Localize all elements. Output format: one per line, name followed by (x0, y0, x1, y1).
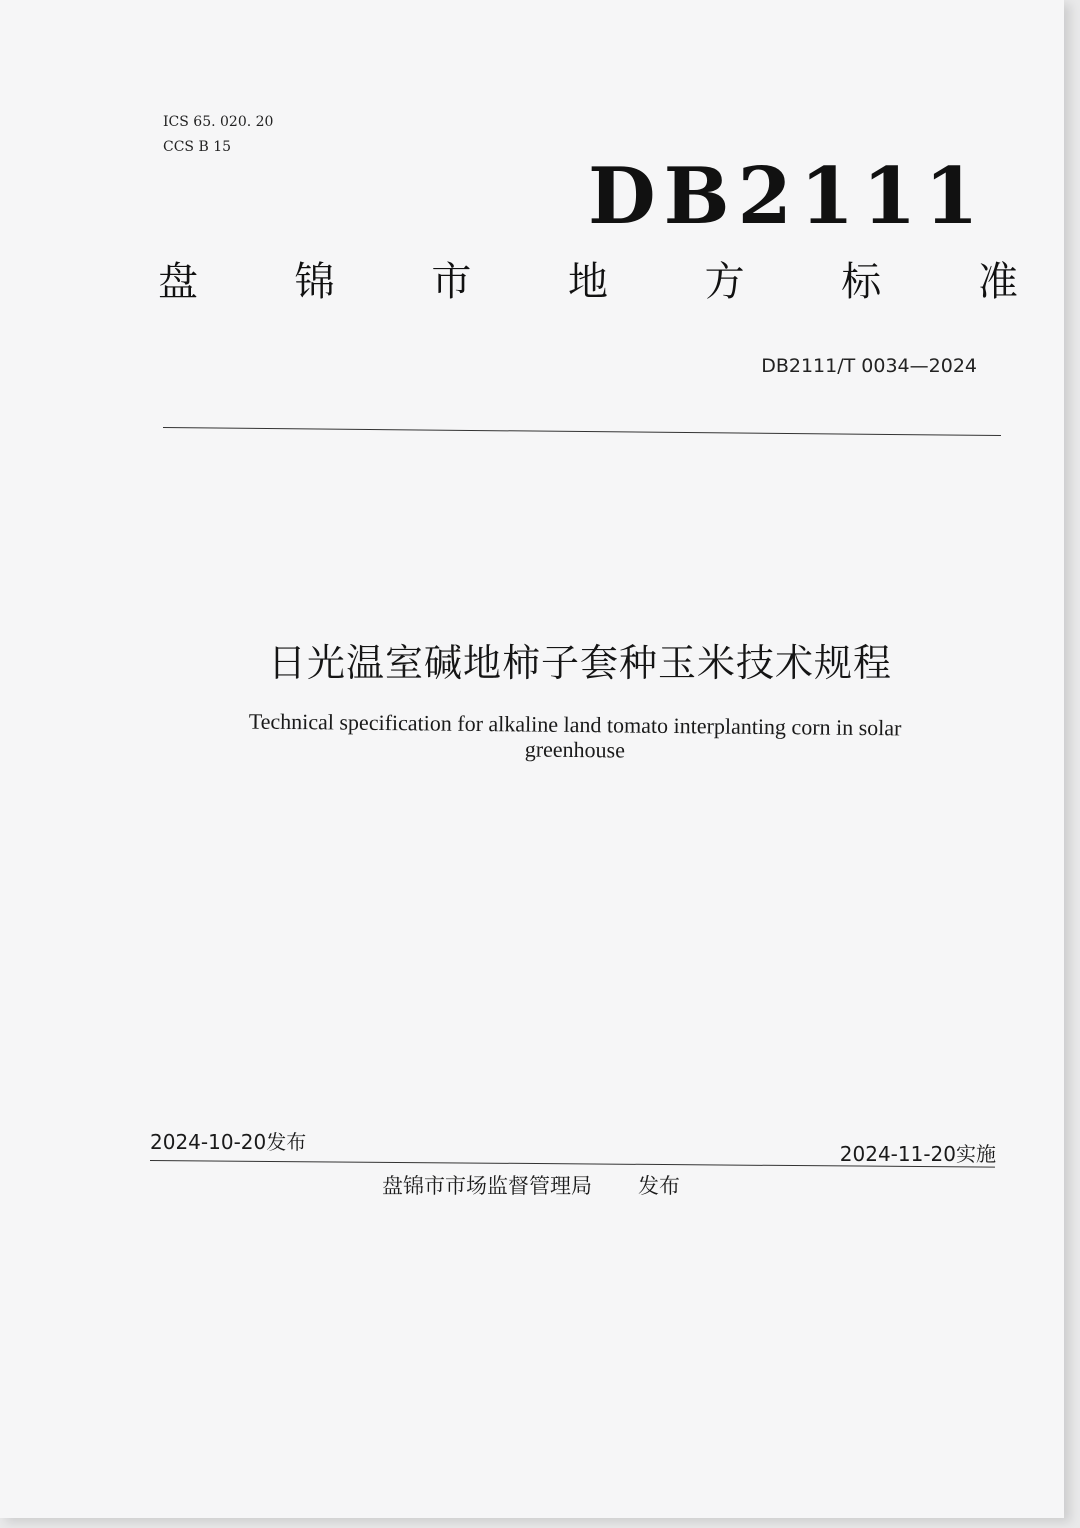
standard-type-char: 标 (841, 259, 882, 305)
standard-type-char: 方 (704, 259, 745, 305)
title-chinese: 日光温室碱地柿子套种玉米技术规程 (267, 641, 892, 685)
standard-number: DB2111/T 0034—2024 (761, 355, 977, 377)
standard-type-char: 准 (977, 259, 1018, 305)
header-divider (163, 427, 1001, 436)
publisher-action: 发布 (638, 1174, 680, 1198)
standard-type-heading (158, 259, 1018, 305)
title-english (190, 708, 960, 766)
standard-type-char: 市 (431, 259, 472, 305)
standard-type-char: 盘 (158, 259, 198, 305)
publisher-line (382, 1170, 680, 1200)
ccs-code: CCS B 15 (163, 139, 232, 155)
standard-type-char: 地 (567, 259, 608, 305)
title-english-line: Technical specification for alkaline land tomato interplanting corn in solar (248, 708, 902, 741)
standard-code-large: DB2111 (588, 151, 987, 242)
classification-codes (163, 110, 273, 160)
publisher-name: 盘锦市市场监督管理局 (382, 1174, 592, 1198)
standard-type-char: 锦 (294, 259, 335, 305)
implementation-date: 2024-11-20实施 (839, 1142, 996, 1166)
issue-date: 2024-10-20发布 (150, 1130, 307, 1154)
ics-code: ICS 65. 020. 20 (163, 114, 274, 130)
title-english-line: greenhouse (524, 736, 626, 763)
